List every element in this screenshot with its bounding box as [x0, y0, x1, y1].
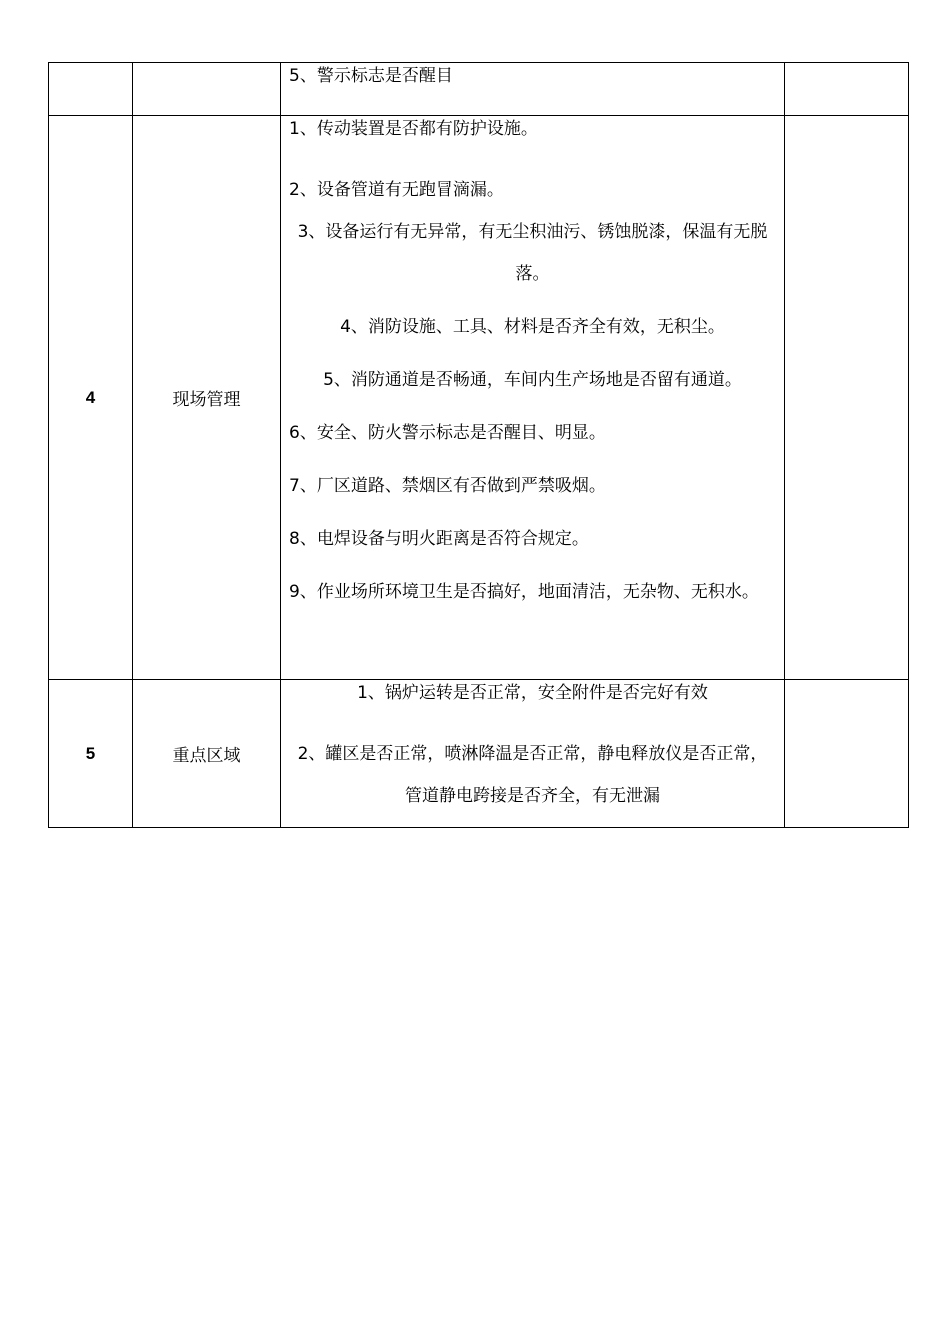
- inspection-item: 1、传动装置是否都有防护设施。: [289, 119, 538, 139]
- table-row: [49, 116, 909, 680]
- inspection-items: [281, 63, 785, 116]
- inspection-item: 7、厂区道路、禁烟区有否做到严禁吸烟。: [289, 476, 606, 496]
- inspection-item: 5、警示标志是否醒目: [289, 66, 453, 86]
- inspection-item: 4、消防设施、工具、材料是否齐全有效，无积尘。: [340, 317, 725, 337]
- inspection-item: 2、罐区是否正常，喷淋降温是否正常，静电释放仪是否正常，管道静电跨接是否齐全，有无泄漏: [297, 744, 768, 806]
- inspection-area: [133, 63, 281, 116]
- inspection-items: [281, 116, 785, 680]
- inspection-item: 8、电焊设备与明火距离是否符合规定。: [289, 529, 589, 549]
- inspection-item: 2、设备管道有无跑冒滴漏。: [289, 180, 504, 200]
- remark-cell: [785, 680, 909, 828]
- inspection-item: 5、消防通道是否畅通，车间内生产场地是否留有通道。: [323, 370, 742, 390]
- table-row: [49, 680, 909, 828]
- inspection-table: [48, 62, 909, 828]
- inspection-area: 重点区域: [133, 680, 281, 828]
- inspection-items: [281, 680, 785, 828]
- row-number: [49, 63, 133, 116]
- row-number: 5: [49, 680, 133, 828]
- inspection-item: 1、锅炉运转是否正常，安全附件是否完好有效: [357, 683, 708, 703]
- inspection-item: 9、作业场所环境卫生是否搞好，地面清洁，无杂物、无积水。: [289, 582, 759, 602]
- inspection-area: 现场管理: [133, 116, 281, 680]
- table-row: [49, 63, 909, 116]
- remark-cell: [785, 63, 909, 116]
- remark-cell: [785, 116, 909, 680]
- inspection-item: 6、安全、防火警示标志是否醒目、明显。: [289, 423, 606, 443]
- row-number: 4: [49, 116, 133, 680]
- inspection-item: 3、设备运行有无异常，有无尘积油污、锈蚀脱漆，保温有无脱落。: [297, 222, 768, 284]
